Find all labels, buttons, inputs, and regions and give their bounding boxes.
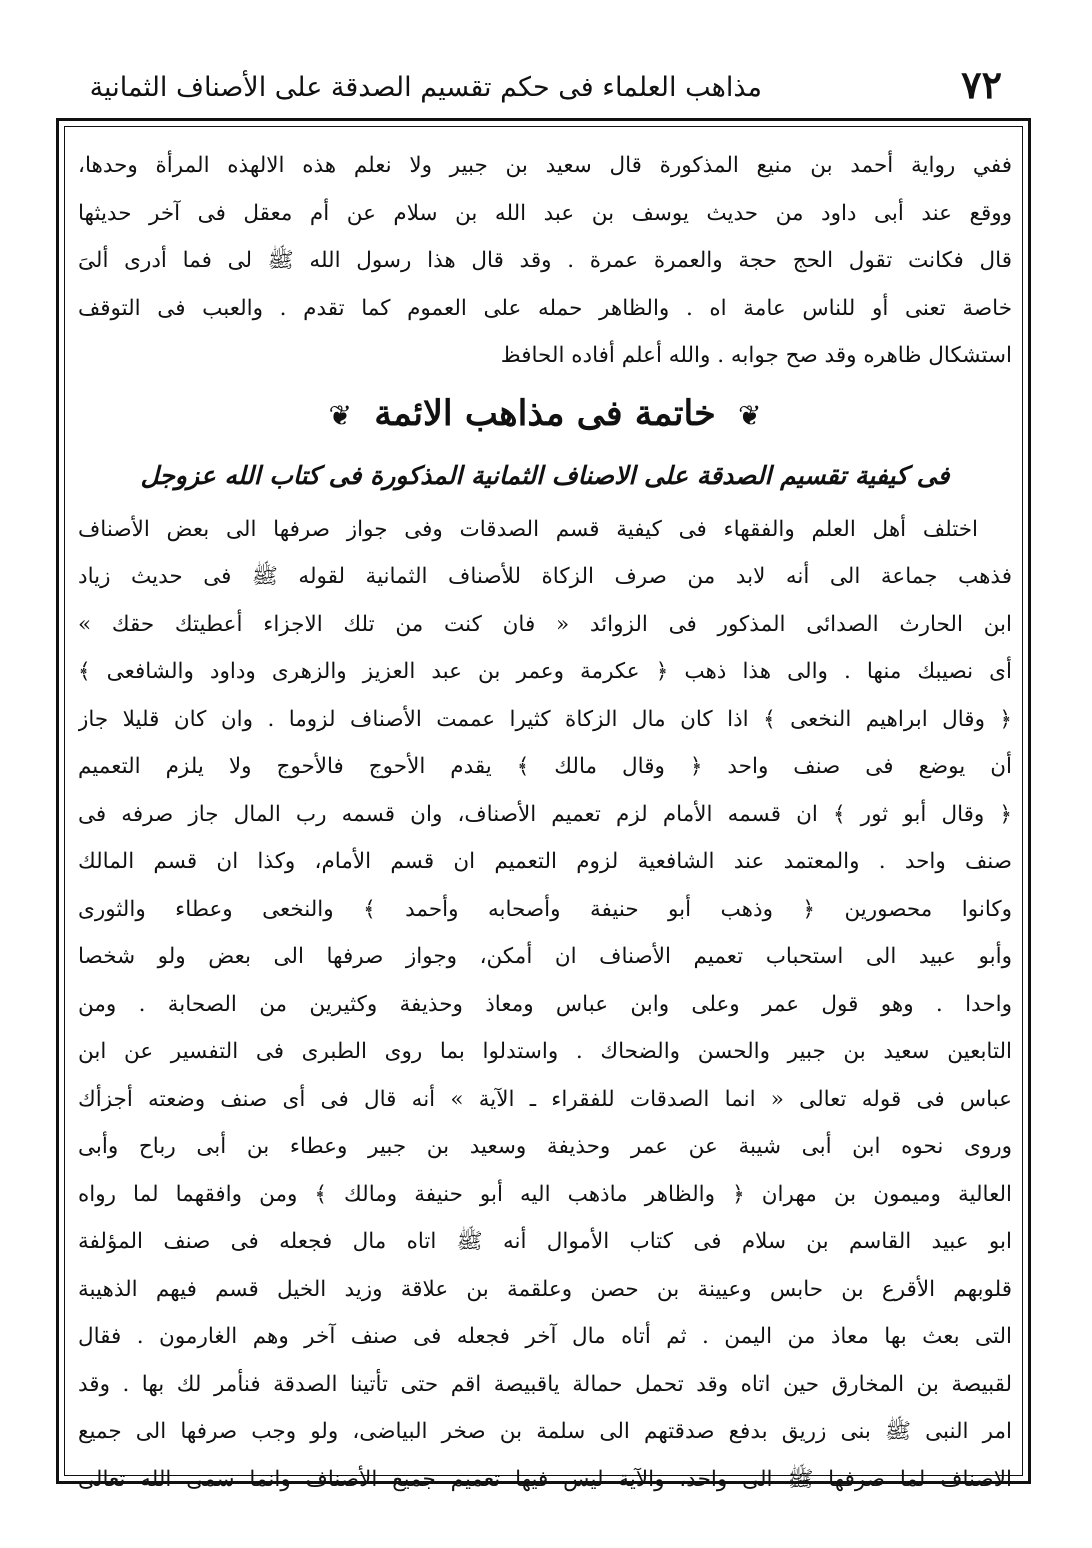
text-line: ﴿ وقال أبو ثور ﴾ ان قسمه الأمام لزم تعميم الأصناف، وان قسمه رب المال جاز صرفه فى (78, 801, 1012, 827)
text-line: أن يوضع فى صنف واحد ﴿ وقال مالك ﴾ يقدم الأحوج فالأحوج ولا يلزم التعميم (78, 754, 1012, 779)
paragraph-1 (78, 142, 1012, 380)
running-head (60, 60, 1032, 112)
section-heading (78, 382, 1012, 446)
text-line: امر النبى ﷺ بنى زريق بدفع صدقتهم الى سلمة بن صخر البياضى، ولو وجب صرفها الى جميع (78, 1419, 1012, 1444)
text-line: استشكال ظاهره وقد صح جوابه . والله أعلم أفاده الحافظ (500, 343, 1012, 368)
text-line: اختلف أهل العلم والفقهاء فى كيفية قسم الصدقات وفى جواز صرفها الى بعض الأصناف (78, 516, 978, 542)
text-line: ووقع عند أبى داود من حديث يوسف بن عبد الله بن سلام عن أم معقل فى آخر حديثها (78, 200, 1012, 226)
ornament-icon: ❦ (737, 398, 762, 432)
section-title: خاتمة فى مذاهب الائمة (374, 392, 716, 434)
text-line: ابن الحارث الصدائى المذكور فى الزوائد « فان كنت من تلك الاجزاء أعطيتك حقك » (78, 611, 1012, 637)
running-title: مذاهب العلماء فى حكم تقسيم الصدقة على الأصناف الثمانية (89, 72, 762, 103)
text-line: وكانوا محصورين ﴿ وذهب أبو حنيفة وأصحابه وأحمد ﴾ والنخعى وعطاء والثورى (78, 896, 1012, 922)
text-line: ابو عبيد القاسم بن سلام فى كتاب الأموال أنه ﷺ اتاه مال فجعله فى صنف المؤلفة (78, 1229, 1012, 1254)
text-line: ﴿ وقال ابراهيم النخعى ﴾ اذا كان مال الزكاة كثيرا عممت الأصناف لزوما . وان كان قليلا جاز (78, 706, 1012, 732)
text-line: ففي رواية أحمد بن منيع المذكورة قال سعيد بن جبير ولا نعلم هذه الالهذه المرأة وحدها، (78, 153, 1012, 178)
section-subtitle: فى كيفية تقسيم الصدقة على الاصناف الثمانية المذكورة فى كتاب الله عزوجل (140, 460, 950, 490)
text-line: وروى نحوه ابن أبى شيبة عن عمر وحذيفة وسعيد بن جبير وعطاء بن أبى رباح وأبى (78, 1134, 1012, 1159)
text-line: قلوبهم الأقرع بن حابس وعيينة بن حصن وعلقمة بن علاقة وزيد الخيل قسم فيهم الذهيبة (78, 1276, 1012, 1302)
text-line: وأبو عبيد الى استحباب تعميم الأصناف ان أمكن، وجواز صرفها الى بعض ولو شخصا (78, 944, 1012, 969)
text-line: التابعين سعيد بن جبير والحسن والضحاك . واستدلوا بما روى الطبرى فى التفسير عن ابن (78, 1039, 1012, 1064)
ornament-icon: ❦ (328, 398, 353, 432)
text-line: قال فكانت تقول الحج حجة والعمرة عمرة . وقد قال هذا رسول الله ﷺ لى فما أدرى ألىَ (78, 248, 1012, 273)
text-line: التى بعث بها معاذ من اليمن . ثم أتاه مال آخر فجعله فى صنف آخر وهم الغارمون . فقال (78, 1324, 1012, 1349)
text-block (78, 142, 1012, 1503)
text-line: خاصة تعنى أو للناس عامة اه . والظاهر حمله على العموم كما تقدم . والعبب فى التوقف (78, 295, 1012, 321)
text-line: الاصناف لما صرفها ﷺ الى واحد، والآية ليس فيها تعميم جميع الأصناف وانما سمى الله تعالى (78, 1466, 1012, 1492)
paragraph-2 (78, 506, 1012, 1504)
text-line: أى نصيبك منها . والى هذا ذهب ﴿ عكرمة وعمر بن عبد العزيز والزهرى وداود والشافعى ﴾ (78, 659, 1012, 684)
text-line: عباس فى قوله تعالى « انما الصدقات للفقراء ـ الآية » أنه قال فى أى صنف وضعته أجزأك (78, 1086, 1012, 1112)
text-line: صنف واحد . والمعتمد عند الشافعية لزوم التعميم ان قسم الأمام، وكذا ان قسم المالك (78, 849, 1012, 874)
text-line: واحدا . وهو قول عمر وعلى وابن عباس ومعاذ وحذيفة وكثيرين من الصحابة . ومن (78, 991, 1012, 1017)
text-line: العالية وميمون بن مهران ﴿ والظاهر ماذهب اليه أبو حنيفة ومالك ﴾ ومن وافقهما لما رواه (78, 1181, 1012, 1207)
text-line: فذهب جماعة الى أنه لابد من صرف الزكاة للأصناف الثمانية لقوله ﷺ فى حديث زياد (78, 564, 1012, 589)
page-number: ٧٢ (961, 62, 1002, 107)
text-line: لقبيصة بن المخارق حين اتاه وقد تحمل حمالة ياقبيصة اقم حتى تأتينا الصدقة فنأمر لك بها . وقد (78, 1371, 1012, 1397)
